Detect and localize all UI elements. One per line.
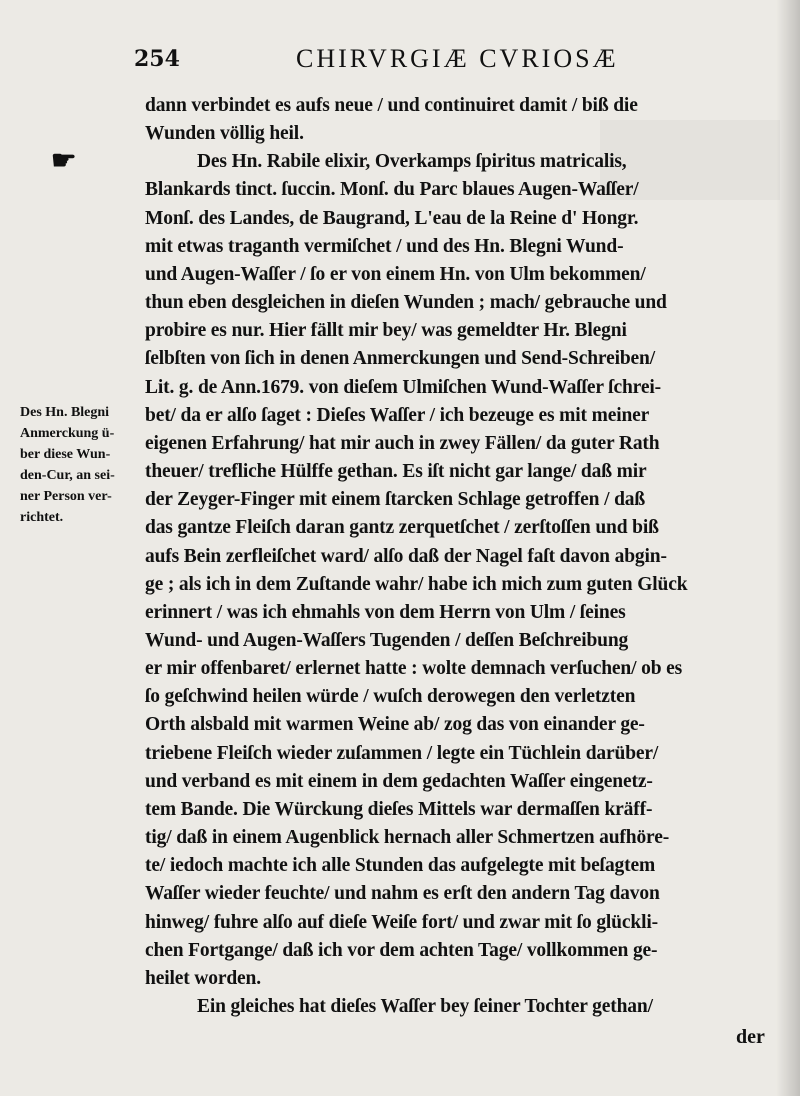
text-line: eigenen Erfahrung/ hat mir auch in zwey Fällen/ da guter Rath [145, 432, 660, 454]
text-line: theuer/ trefliche Hülffe gethan. Es iſt nicht gar lange/ daß mir [145, 461, 647, 483]
text-line: ge ; als ich in dem Zuſtande wahr/ habe ich mich zum guten Glück [145, 573, 688, 595]
text-line: te/ iedoch machte ich alle Stunden das aufgelegte mit beſagtem [145, 855, 656, 877]
text-line: probire es nur. Hier fällt mir bey/ was gemeldter Hr. Blegni [145, 320, 627, 342]
text-line: ſo geſchwind heilen würde / wuſch derowegen den verletzten [145, 686, 636, 708]
marginal-note-line: den-Cur, an sei- [20, 468, 115, 483]
page-gutter-shadow [776, 0, 800, 1096]
catchword: der [736, 1026, 765, 1048]
text-line: triebene Fleiſch wieder zuſammen / legte ein Tüchlein darüber/ [145, 742, 659, 764]
page-number: 254 [134, 46, 180, 72]
page-header [134, 40, 780, 76]
running-head: CHIRVRGIÆ CVRIOSÆ [296, 44, 619, 73]
marginal-note-line: Des Hn. Blegni [20, 405, 110, 420]
text-line: Lit. g. de Ann.1679. von dieſem Ulmiſchen Wund-Waſſer ſchrei- [145, 376, 661, 398]
text-line: dann verbindet es aufs neue / und continuiret damit / biß die [145, 95, 638, 116]
text-line: hinweg/ fuhre alſo auf dieſe Weiſe fort/ und zwar mit ſo glückli- [145, 911, 658, 933]
text-line: das gantze Fleiſch daran gantz zerquetſchet / zerſtoſſen und biß [145, 517, 659, 539]
body-text [145, 92, 777, 1021]
text-line: der Zeyger-Finger mit einem ſtarcken Schlage getroffen / daß [145, 489, 646, 511]
marginal-note-line: ber diese Wun- [20, 447, 111, 462]
text-line: tem Bande. Die Würckung dieſes Mittels war dermaſſen kräff- [145, 798, 653, 820]
text-line: heilet worden. [145, 967, 261, 989]
text-line: Ein gleiches hat dieſes Waſſer bey ſeiner Tochter gethan/ [197, 996, 653, 1017]
text-line: Blankards tinct. ſuccin. Monſ. du Parc blaues Augen-Waſſer/ [145, 179, 639, 201]
text-line: Wunden völlig heil. [145, 123, 304, 145]
text-line: er mir offenbaret/ erlernet hatte : wolte demnach verſuchen/ ob es [145, 658, 683, 680]
text-line: Wund- und Augen-Waſſers Tugenden / deſſen Beſchreibung [145, 629, 629, 651]
marginal-note-line: richtet. [20, 510, 64, 525]
text-line: bet/ da er alſo ſaget : Dieſes Waſſer / ich bezeuge es mit meiner [145, 404, 650, 426]
text-line: erinnert / was ich ehmahls von dem Herrn von Ulm / ſeines [145, 601, 626, 623]
marginal-note-line: Anmerckung ü- [20, 426, 115, 441]
marginal-note [20, 402, 142, 528]
text-line: Des Hn. Rabile elixir, Overkamps ſpiritus matricalis, [197, 151, 627, 173]
text-line: ſelbſten von ſich in denen Anmerckungen und Send-Schreiben/ [145, 348, 656, 370]
text-line: thun eben desgleichen in dieſen Wunden ; mach/ gebrauche und [145, 292, 667, 314]
text-line: chen Fortgange/ daß ich vor dem achten Tage/ vollkommen ge- [145, 939, 658, 961]
text-line: und Augen-Waſſer / ſo er von einem Hn. von Ulm bekommen/ [145, 263, 646, 285]
marginal-note-line: ner Person ver- [20, 489, 112, 504]
text-line: mit etwas traganth vermiſchet / und des Hn. Blegni Wund- [145, 235, 624, 257]
text-line: und verband es mit einem in dem gedachten Waſſer eingenetz- [145, 770, 653, 792]
text-line: Orth alsbald mit warmen Weine ab/ zog das von einander ge- [145, 714, 645, 736]
pointing-hand-icon: ☛ [50, 146, 77, 175]
text-line: Waſſer wieder feuchte/ und nahm es erſt den andern Tag davon [145, 883, 660, 905]
text-line: tig/ daß in einem Augenblick hernach aller Schmertzen aufhöre- [145, 827, 670, 849]
text-line: aufs Bein zerfleiſchet ward/ alſo daß der Nagel faſt davon abgin- [145, 545, 667, 567]
text-line: Monſ. des Landes, de Baugrand, L'eau de la Reine d' Hongr. [145, 207, 639, 229]
